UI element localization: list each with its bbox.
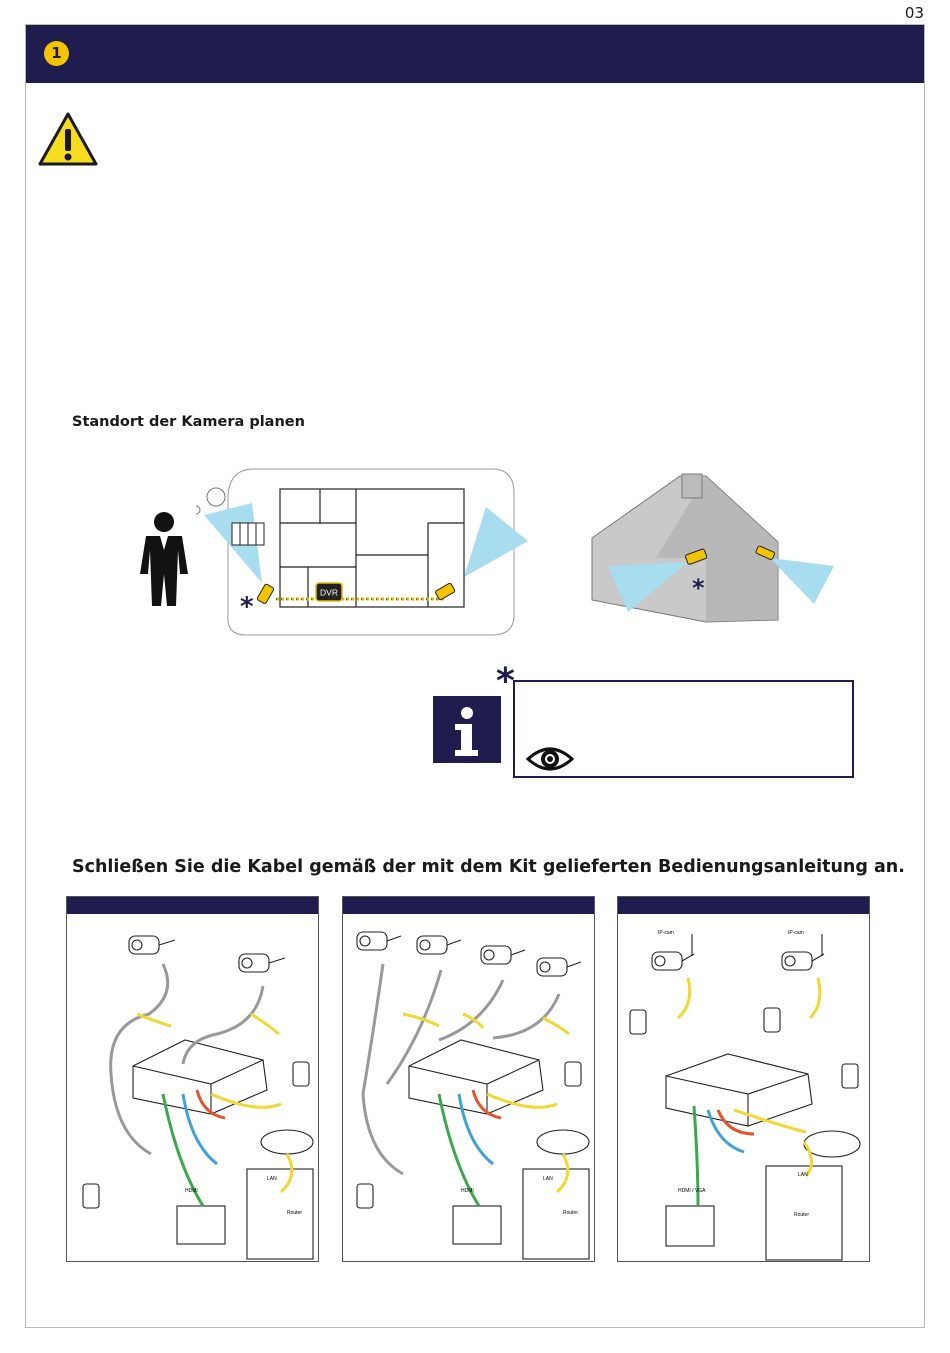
wiring-diagram-2-cameras <box>66 896 319 1262</box>
person-illustration <box>134 510 194 606</box>
mouse-icon <box>537 1130 589 1154</box>
page-number: 03 <box>904 4 924 22</box>
power-adapter-icon <box>293 1062 309 1086</box>
camera-beam-house-right <box>770 558 834 604</box>
ip-camera-icon <box>782 934 824 970</box>
router-label: Router <box>287 1210 303 1216</box>
dvr-recorder <box>133 1040 267 1114</box>
asterisk-mark: * <box>692 574 705 602</box>
power-adapter-icon <box>357 1184 373 1208</box>
house-illustration <box>588 470 838 630</box>
asterisk-mark: * <box>240 592 254 622</box>
step-number-badge: 1 <box>44 41 69 66</box>
ip-cam-label: IP-cam <box>658 930 674 936</box>
power-adapter-icon <box>764 1008 780 1032</box>
monitor-icon <box>453 1206 501 1244</box>
lan-label: LAN <box>267 1176 277 1182</box>
warning-icon <box>38 112 98 166</box>
wiring-diagram-4-cameras <box>342 896 595 1262</box>
bullet-camera-icon <box>481 946 525 964</box>
ip-cam-label: IP-cam <box>788 930 804 936</box>
bullet-camera-icon <box>357 932 401 950</box>
section-heading-connect-cables: Schließen Sie die Kabel gemäß der mit dem Kit gelieferten Bedienungsanleitung an. <box>72 857 905 877</box>
power-adapter-icon <box>83 1184 99 1208</box>
wiring-diagram-ip-cameras <box>617 896 870 1262</box>
hdmi-vga-label: HDMI / VGA <box>678 1188 706 1194</box>
step-header <box>26 25 924 83</box>
monitor-icon <box>666 1206 714 1246</box>
router-box <box>523 1169 589 1259</box>
bullet-camera-icon <box>129 936 175 954</box>
mouse-icon <box>261 1130 313 1154</box>
nvr-recorder <box>666 1054 812 1126</box>
floorplan-thought-bubble <box>196 465 536 637</box>
ip-camera-icon <box>652 934 694 970</box>
bullet-camera-icon <box>239 954 285 972</box>
panel-header <box>343 897 594 914</box>
bullet-camera-icon <box>537 958 581 976</box>
info-icon <box>433 696 501 763</box>
monitor-icon <box>177 1206 225 1244</box>
hdmi-label: HDMI <box>461 1188 474 1194</box>
power-adapter-icon <box>565 1062 581 1086</box>
eye-icon <box>525 742 575 776</box>
power-adapter-icon <box>842 1064 858 1088</box>
router-label: Router <box>794 1212 810 1218</box>
lan-label: LAN <box>543 1176 553 1182</box>
lan-label: LAN <box>798 1172 808 1178</box>
bullet-camera-icon <box>417 936 461 954</box>
hdmi-label: HDMI <box>185 1188 198 1194</box>
router-box <box>247 1169 313 1259</box>
mouse-icon <box>804 1131 860 1157</box>
panel-header <box>618 897 869 914</box>
section-heading-camera-location: Standort der Kamera planen <box>72 414 305 430</box>
dvr-label: DVR <box>320 587 338 598</box>
router-label: Router <box>563 1210 579 1216</box>
dvr-recorder <box>409 1040 543 1114</box>
panel-header <box>67 897 318 914</box>
info-asterisk: * <box>496 661 515 702</box>
power-adapter-icon <box>630 1010 646 1034</box>
